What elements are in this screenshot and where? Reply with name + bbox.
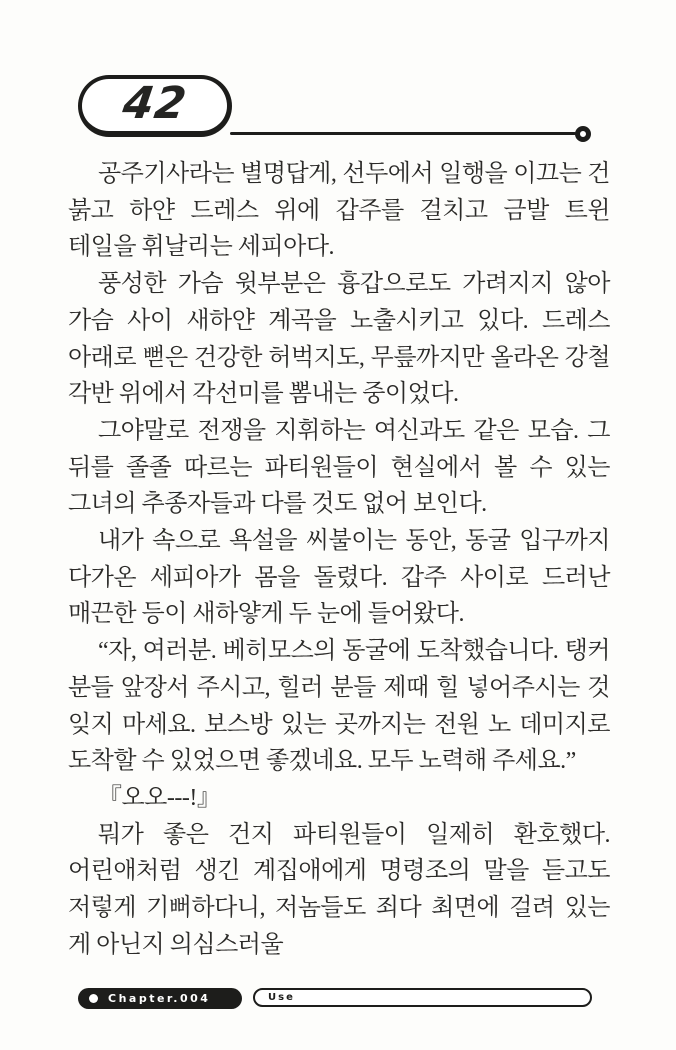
paragraph-dialogue: “자, 여러분. 베히모스의 동굴에 도착했습니다. 탱커 분들 앞장서 주시고, 힐러 분들 제때 힐 넣어주시는 것 잊지 마세요. 보스방 있는 곳까지는 전원 노 데미지로 도착할 수 있었으면 좋겠네요. 모두 노력해 주세요.”: [68, 638, 610, 775]
paragraph: 뭐가 좋은 건지 파티원들이 일제히 환호했다. 어린애처럼 생긴 계집애에게 명령조의 말을 듣고도 저렇게 기뻐하다니, 저놈들도 죄다 최면에 걸려 있는 게 아닌지 의심스러울: [68, 821, 610, 958]
paragraph-shout: 『오오---!』: [98, 784, 221, 811]
chapter-label: Chapter.004: [108, 992, 211, 1005]
bullet-dot-icon: [89, 994, 98, 1003]
chapter-badge: [78, 988, 242, 1009]
paragraph: 그야말로 전쟁을 지휘하는 여신과도 같은 모습. 그 뒤를 졸졸 따르는 파티원들이 현실에서 볼 수 있는 그녀의 추종자들과 다를 것도 없어 보인다.: [68, 417, 610, 518]
paragraph: 풍성한 가슴 윗부분은 흉갑으로도 가려지지 않아 가슴 사이 새하얀 계곡을 노출시키고 있다. 드레스 아래로 뻗은 건강한 허벅지도, 무릎까지만 올라온 강철 각반 위에서 각선미를 뽐내는 중이었다.: [68, 271, 610, 408]
page-number-badge: [78, 75, 232, 137]
footer-slot-box: [253, 988, 592, 1007]
paragraph: 공주기사라는 별명답게, 선두에서 일행을 이끄는 건 붉고 하얀 드레스 위에 갑주를 걸치고 금발 트윈 테일을 휘날리는 세피아다.: [68, 161, 610, 261]
footer-slot-label: Use: [268, 992, 295, 1003]
novel-text-block: [68, 156, 610, 963]
header-rule-end-ring-icon: [575, 126, 591, 142]
page-number: 42: [119, 77, 190, 129]
paragraph: 내가 속으로 욕설을 씨불이는 동안, 동굴 입구까지 다가온 세피아가 몸을 돌렸다. 갑주 사이로 드러난 매끈한 등이 새하얗게 두 눈에 들어왔다.: [68, 528, 610, 628]
header-rule-line: [230, 132, 576, 135]
